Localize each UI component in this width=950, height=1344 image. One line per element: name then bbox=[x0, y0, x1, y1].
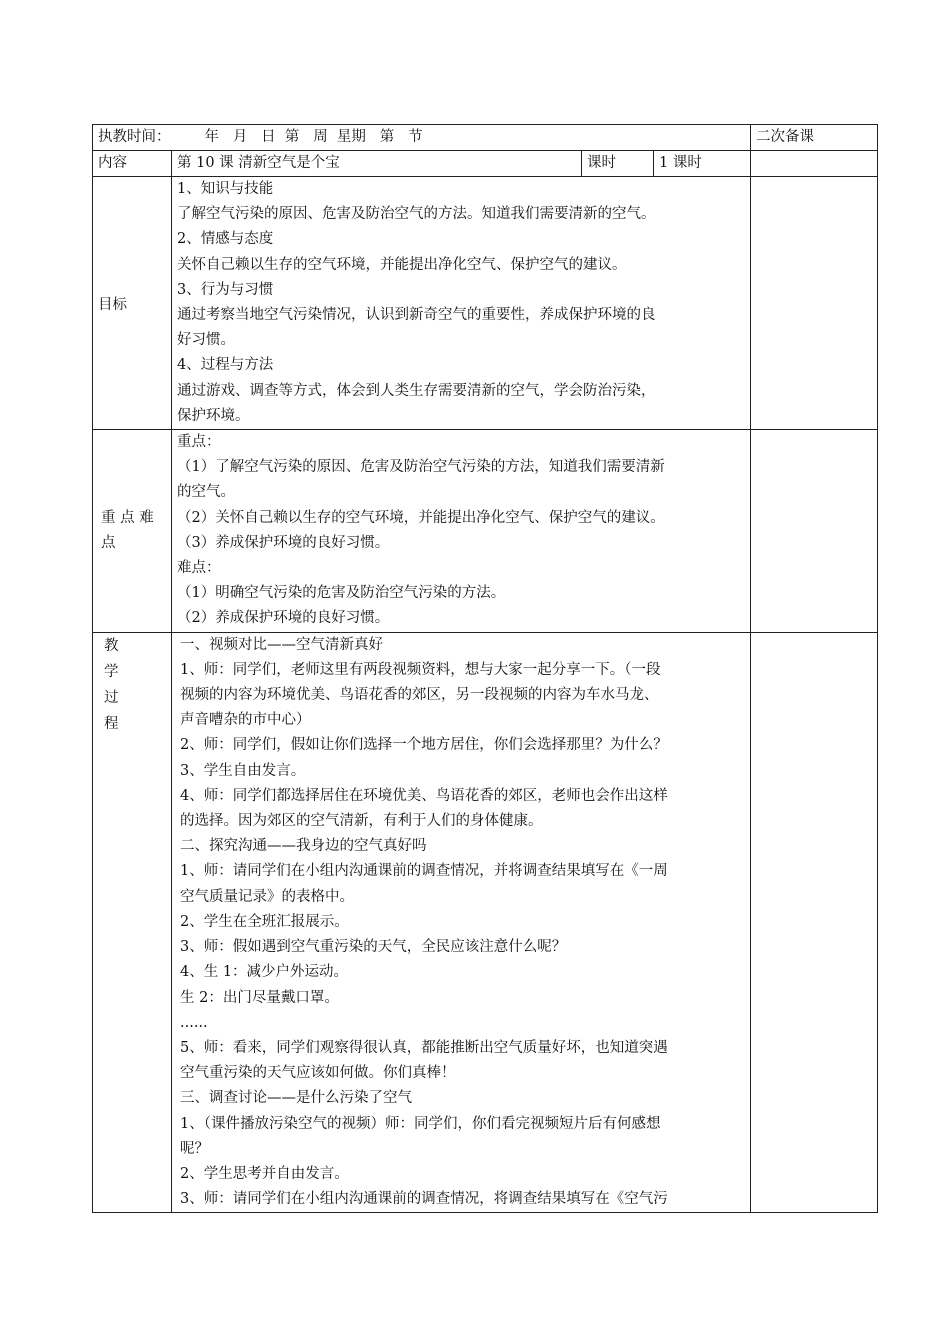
keypoints-label-line2: 点 bbox=[101, 534, 116, 551]
keypoints-line: （2）关怀自己赖以生存的空气环境，并能提出净化空气、保护空气的建议。 bbox=[177, 509, 665, 526]
goals-line: 4、过程与方法 bbox=[177, 357, 274, 374]
period-value: 1 课时 bbox=[654, 151, 751, 177]
goals-row bbox=[93, 177, 878, 430]
keypoints-line: 重点： bbox=[177, 434, 221, 451]
backup-cell-content bbox=[751, 151, 878, 177]
goals-line: 了解空气污染的原因、危害及防治空气的方法。知道我们需要清新的空气。 bbox=[177, 206, 656, 223]
keypoints-line: 难点： bbox=[177, 560, 221, 577]
process-line: 空气重污染的天气应该如何做。你们真棒！ bbox=[180, 1065, 456, 1082]
goals-line: 好习惯。 bbox=[177, 332, 235, 349]
process-line: 1、师：请同学们在小组内沟通课前的调查情况，并将调查结果填写在《一周 bbox=[180, 863, 668, 880]
content-row bbox=[93, 151, 878, 177]
process-row bbox=[93, 632, 878, 1213]
process-line: 1、（课件播放污染空气的视频）师：同学们，你们看完视频短片后有何感想 bbox=[180, 1115, 661, 1132]
process-line: 3、学生自由发言。 bbox=[180, 762, 306, 779]
lesson-plan-table bbox=[92, 124, 878, 1213]
process-line: 视频的内容为环境优美、鸟语花香的郊区，另一段视频的内容为车水马龙、 bbox=[180, 687, 659, 704]
keypoints-line: 的空气。 bbox=[177, 484, 235, 501]
goals-line: 1、知识与技能 bbox=[177, 181, 274, 197]
process-line: 4、生 1：减少户外运动。 bbox=[180, 964, 349, 981]
period-label: 课时 bbox=[582, 151, 654, 177]
goals-line: 关怀自己赖以生存的空气环境，并能提出净化空气、保护空气的建议。 bbox=[177, 256, 627, 273]
process-line: 呢？ bbox=[180, 1140, 209, 1157]
time-fields: 年 月 日 第 周 星期 第 节 bbox=[204, 129, 423, 145]
time-label: 执教时间： bbox=[98, 129, 171, 145]
goals-line: 保护环境。 bbox=[177, 407, 250, 424]
process-line: 3、师：假如遇到空气重污染的天气，全民应该注意什么呢？ bbox=[180, 939, 567, 956]
process-line: 生 2：出门尽量戴口罩。 bbox=[180, 989, 339, 1006]
process-content bbox=[172, 632, 751, 1213]
content-label: 内容 bbox=[93, 151, 172, 177]
process-line: 5、师：看来，同学们观察得很认真，都能推断出空气质量好坏，也知道突遇 bbox=[180, 1039, 668, 1056]
keypoints-line: （2）养成保护环境的良好习惯。 bbox=[177, 610, 390, 627]
process-line: 2、师：同学们，假如让你们选择一个地方居住，你们会选择那里？为什么？ bbox=[180, 737, 668, 754]
process-line: 空气质量记录》的表格中。 bbox=[180, 888, 354, 905]
keypoints-line: （3）养成保护环境的良好习惯。 bbox=[177, 534, 390, 551]
backup-cell-goals bbox=[751, 177, 878, 430]
process-label-char: 学 bbox=[104, 663, 119, 680]
process-line: 声音嘈杂的市中心） bbox=[180, 712, 311, 729]
keypoints-line: （1）明确空气污染的危害及防治空气污染的方法。 bbox=[177, 585, 506, 602]
process-line: 的选择。因为郊区的空气清新，有利于人们的身体健康。 bbox=[180, 813, 543, 830]
keypoints-label-line1: 重 点 难 bbox=[101, 509, 154, 526]
keypoints-label bbox=[93, 430, 172, 633]
keypoints-content bbox=[172, 430, 751, 633]
goals-label: 目标 bbox=[93, 177, 172, 430]
backup-cell-keypoints bbox=[751, 430, 878, 633]
process-line: 2、学生思考并自由发言。 bbox=[180, 1165, 349, 1182]
process-line: 一、视频对比——空气清新真好 bbox=[180, 636, 383, 653]
keypoints-line: （1）了解空气污染的原因、危害及防治空气污染的方法，知道我们需要清新 bbox=[177, 459, 665, 476]
goals-content bbox=[172, 177, 751, 430]
time-cell bbox=[93, 125, 751, 151]
goals-line: 3、行为与习惯 bbox=[177, 281, 274, 298]
backup-cell-process bbox=[751, 632, 878, 1213]
process-line: 3、师：请同学们在小组内沟通课前的调查情况，将调查结果填写在《空气污 bbox=[180, 1191, 668, 1208]
keypoints-row bbox=[93, 430, 878, 633]
process-line: 二、探究沟通——我身边的空气真好吗 bbox=[180, 838, 427, 855]
goals-line: 通过游戏、调查等方式，体会到人类生存需要清新的空气，学会防治污染， bbox=[177, 382, 656, 399]
goals-line: 通过考察当地空气污染情况，认识到新奇空气的重要性，养成保护环境的良 bbox=[177, 307, 656, 324]
process-line: 三、调查讨论——是什么污染了空气 bbox=[180, 1090, 412, 1107]
process-line: 1、师：同学们，老师这里有两段视频资料，想与大家一起分享一下。（一段 bbox=[180, 661, 661, 678]
process-label-char: 教 bbox=[104, 637, 119, 654]
lesson-title: 第 10 课 清新空气是个宝 bbox=[172, 151, 582, 177]
process-label-char: 程 bbox=[104, 715, 119, 732]
process-line: ...... bbox=[180, 1014, 208, 1031]
header-row bbox=[93, 125, 878, 151]
process-line: 2、学生在全班汇报展示。 bbox=[180, 913, 349, 930]
goals-line: 2、情感与态度 bbox=[177, 231, 274, 248]
backup-label: 二次备课 bbox=[751, 125, 878, 151]
process-label bbox=[93, 632, 172, 1213]
process-label-char: 过 bbox=[104, 689, 119, 706]
process-line: 4、师：同学们都选择居住在环境优美、鸟语花香的郊区，老师也会作出这样 bbox=[180, 787, 668, 804]
